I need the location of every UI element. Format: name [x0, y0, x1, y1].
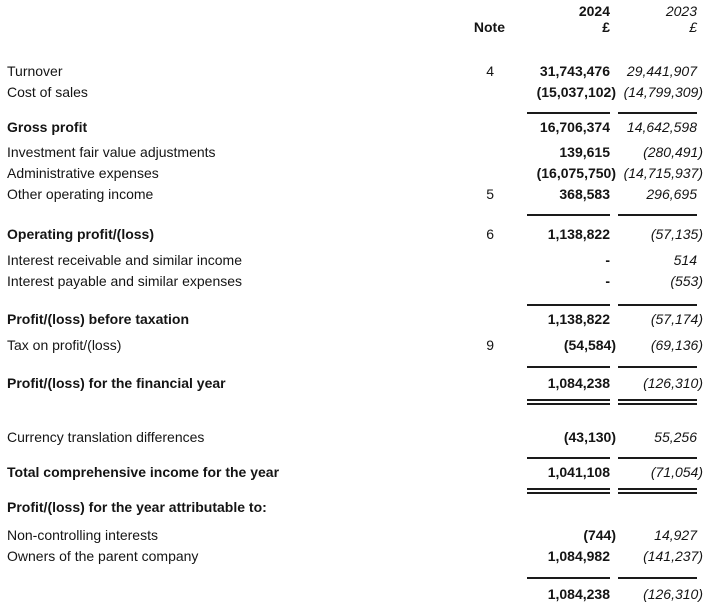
row-label: Total comprehensive income for the year: [7, 464, 280, 480]
table-row: [7, 309, 703, 330]
current-year-column-header: [494, 3, 610, 36]
rule-2023-column: [618, 214, 697, 216]
single-rule-row: [7, 112, 697, 114]
rule-2024-column: [527, 214, 610, 216]
currency-2024-label: £: [602, 19, 610, 35]
row-label: [7, 584, 464, 605]
row-label: Profit/(loss) for the year attributable to:: [7, 499, 267, 515]
value-2023: [610, 117, 697, 138]
table-row: [7, 117, 697, 138]
value-2023: [610, 525, 697, 546]
amount-text: 14,642,598: [626, 119, 697, 135]
single-rule-row: [7, 366, 697, 368]
spacer: [7, 304, 464, 306]
single-rule-row: [7, 457, 697, 459]
row-label: Profit/(loss) for the financial year: [7, 375, 226, 391]
note-value: [464, 497, 494, 518]
note-value: [464, 462, 494, 483]
table-header: [7, 3, 697, 36]
note-value: [464, 163, 494, 184]
value-2024: [494, 250, 610, 271]
row-label: Gross profit: [7, 119, 88, 135]
note-value: [464, 82, 494, 103]
rule-2024-column: [527, 488, 610, 494]
value-2024: [494, 373, 610, 394]
amount-text: (69,136): [650, 337, 703, 353]
value-2024: [494, 584, 610, 605]
row-label: Non-controlling interests: [7, 527, 158, 543]
value-2024: [494, 224, 610, 245]
amount-text: (744): [583, 527, 616, 543]
amount-text: 14,927: [654, 527, 697, 543]
table-row: [7, 61, 697, 82]
note-value: [464, 427, 494, 448]
note-value: [464, 250, 494, 271]
row-label: Interest receivable and similar income: [7, 252, 242, 268]
amount-text: 514: [673, 252, 697, 268]
note-value: [464, 373, 494, 394]
value-2023: [610, 427, 697, 448]
value-2023: [610, 462, 703, 483]
single-rule-row: [7, 577, 697, 579]
amount-text: 1,084,238: [547, 586, 610, 602]
rule-2023-column: [618, 304, 697, 306]
amount-text: (14,715,937): [623, 165, 703, 181]
amount-text: -: [605, 273, 610, 289]
amount-text: (71,054): [650, 464, 703, 480]
row-label: Administrative expenses: [7, 165, 159, 181]
header-spacer: [7, 3, 464, 36]
amount-text: (57,174): [650, 311, 703, 327]
table-row: [7, 184, 697, 205]
rule-2023-column: [618, 488, 697, 494]
rule-2023-column: [618, 112, 697, 114]
value-2024: [494, 163, 616, 184]
spacer: [464, 214, 494, 216]
amount-text: 1,138,822: [547, 311, 610, 327]
rule-2023-column: [618, 577, 697, 579]
spacer: [464, 366, 494, 368]
table-row: [7, 82, 703, 103]
note-value: 6: [486, 226, 494, 242]
double-rule-row: [7, 488, 697, 494]
row-label: Profit/(loss) before taxation: [7, 311, 190, 327]
value-2023: [610, 309, 703, 330]
spacer: [464, 488, 494, 494]
amount-text: (141,237): [643, 548, 703, 564]
value-2024: [494, 546, 610, 567]
note-value: [464, 584, 494, 605]
value-2024: [494, 335, 616, 356]
value-2023: [610, 373, 703, 394]
amount-text: (280,491): [643, 144, 703, 160]
amount-text: 31,743,476: [539, 63, 610, 79]
value-2023: [610, 335, 703, 356]
spacer: [7, 399, 464, 405]
spacer: [464, 457, 494, 459]
amount-text: (126,310): [643, 375, 703, 391]
double-rule-row: [7, 399, 697, 405]
amount-text: 1,084,238: [547, 375, 610, 391]
row-label: Operating profit/(loss): [7, 226, 154, 242]
amount-text: (16,075,750): [536, 165, 616, 181]
value-2024: [494, 497, 610, 518]
note-value: 9: [486, 337, 494, 353]
note-value: [464, 117, 494, 138]
prior-year-column-header: [610, 3, 697, 36]
rule-2024-column: [527, 399, 610, 405]
rule-2023-column: [618, 457, 697, 459]
amount-text: (14,799,309): [623, 84, 703, 100]
value-2023: [610, 497, 697, 518]
table-row: [7, 462, 703, 483]
amount-text: (15,037,102): [536, 84, 616, 100]
table-row: [7, 546, 703, 567]
amount-text: 1,138,822: [547, 226, 610, 242]
amount-text: 296,695: [646, 186, 697, 202]
amount-text: (43,130): [563, 429, 616, 445]
table-row: [7, 427, 697, 448]
value-2024: [494, 462, 610, 483]
row-label: Other operating income: [7, 186, 154, 202]
row-label: Owners of the parent company: [7, 548, 199, 564]
value-2023: [610, 142, 703, 163]
note-value: 5: [486, 186, 494, 202]
spacer: [7, 112, 464, 114]
rule-2024-column: [527, 304, 610, 306]
single-rule-row: [7, 214, 697, 216]
amount-text: 1,084,982: [547, 548, 610, 564]
note-value: [464, 525, 494, 546]
note-column-header: [464, 3, 505, 36]
rule-2024-column: [527, 457, 610, 459]
rule-2024-column: [527, 577, 610, 579]
row-label: Tax on profit/(loss): [7, 337, 122, 353]
value-2024: [494, 427, 616, 448]
spacer: [464, 577, 494, 579]
spacer: [464, 304, 494, 306]
value-2023: [610, 271, 703, 292]
single-rule-row: [7, 304, 697, 306]
value-2024: [494, 184, 610, 205]
table-row: [7, 163, 703, 184]
value-2023: [610, 61, 697, 82]
rule-2023-column: [618, 399, 697, 405]
row-label: Currency translation differences: [7, 429, 205, 445]
currency-2023-label: £: [689, 19, 697, 35]
value-2024: [494, 61, 610, 82]
amount-text: 16,706,374: [539, 119, 610, 135]
row-label: Investment fair value adjustments: [7, 144, 216, 160]
rule-2023-column: [618, 366, 697, 368]
spacer: [7, 577, 464, 579]
value-2024: [494, 82, 616, 103]
table-row: [7, 142, 703, 163]
value-2024: [494, 309, 610, 330]
value-2024: [494, 525, 616, 546]
amount-text: 1,041,108: [547, 464, 610, 480]
table-row: [7, 373, 703, 394]
rule-2024-column: [527, 112, 610, 114]
table-row: [7, 250, 697, 271]
value-2024: [494, 142, 610, 163]
year-2024-label: 2024: [578, 3, 610, 19]
amount-text: -: [605, 252, 610, 268]
row-label: Turnover: [7, 63, 63, 79]
value-2023: [610, 224, 703, 245]
amount-text: (126,310): [643, 586, 703, 602]
value-2023: [610, 82, 703, 103]
table-row: [7, 271, 703, 292]
row-label: Cost of sales: [7, 84, 88, 100]
spacer: [7, 214, 464, 216]
amount-text: (57,135): [650, 226, 703, 242]
value-2023: [610, 163, 703, 184]
amount-text: 29,441,907: [626, 63, 697, 79]
table-row: [7, 584, 703, 605]
value-2023: [610, 546, 703, 567]
note-value: [464, 271, 494, 292]
value-2023: [610, 584, 703, 605]
spacer: [464, 112, 494, 114]
spacer: [7, 366, 464, 368]
table-row: [7, 525, 697, 546]
spacer: [7, 457, 464, 459]
value-2023: [610, 250, 697, 271]
year-2023-label: 2023: [665, 3, 697, 19]
note-header-label: Note: [473, 19, 505, 35]
amount-text: 55,256: [654, 429, 697, 445]
amount-text: 139,615: [559, 144, 610, 160]
note-value: 4: [486, 63, 494, 79]
note-value: [464, 309, 494, 330]
amount-text: (553): [670, 273, 703, 289]
table-row: [7, 224, 703, 245]
amount-text: 368,583: [559, 186, 610, 202]
note-value: [464, 142, 494, 163]
table-row: [7, 335, 703, 356]
value-2024: [494, 117, 610, 138]
amount-text: (54,584): [563, 337, 616, 353]
table-row: [7, 497, 697, 518]
rule-2024-column: [527, 366, 610, 368]
row-label: Interest payable and similar expenses: [7, 273, 243, 289]
statement-rows: [7, 61, 703, 605]
spacer: [464, 399, 494, 405]
spacer: [7, 488, 464, 494]
value-2024: [494, 271, 610, 292]
note-value: [464, 546, 494, 567]
value-2023: [610, 184, 697, 205]
